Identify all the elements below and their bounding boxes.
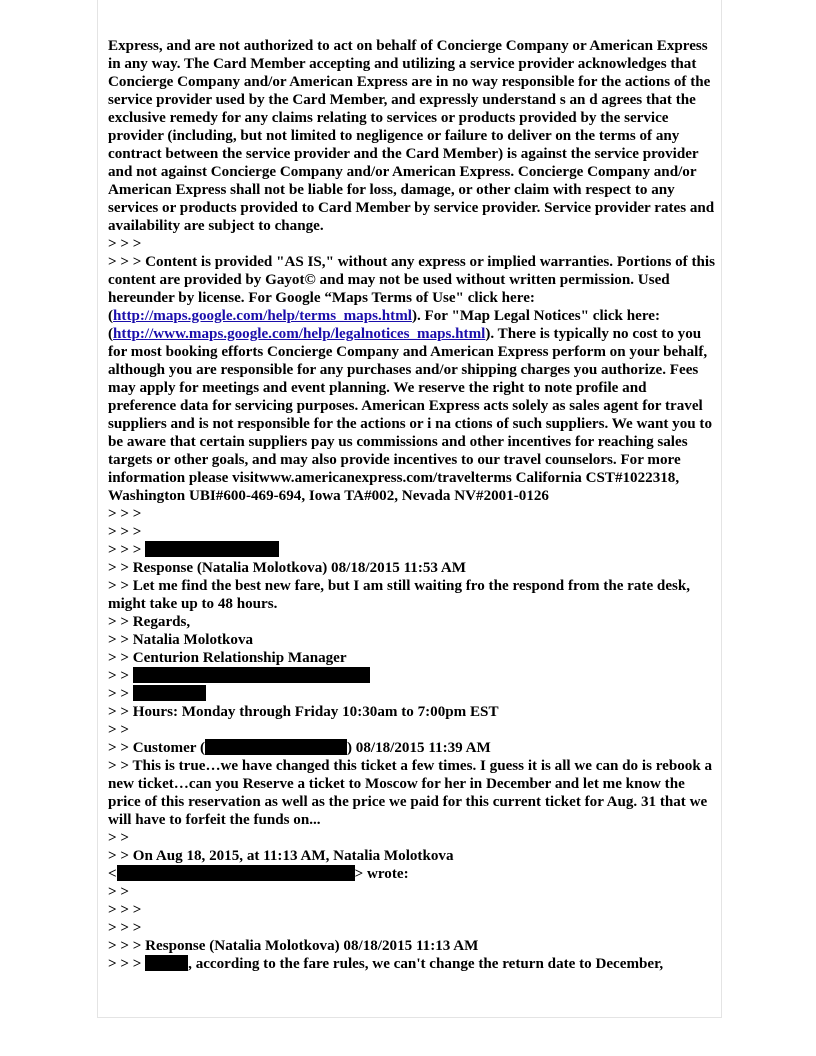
redacted-line — [108, 667, 718, 685]
quote-marker: > > > — [108, 506, 142, 522]
maps-legal-link[interactable]: http://www.maps.google.com/help/legalnotices_maps.html — [113, 326, 486, 342]
email-document — [108, 37, 718, 973]
quote-marker: > > > — [108, 920, 142, 936]
quote-marker: > > > — [108, 236, 142, 252]
redaction-bar — [205, 739, 347, 755]
maps-terms-link[interactable]: http://maps.google.com/help/terms_maps.html — [113, 308, 412, 324]
redaction-bar — [145, 955, 188, 971]
signature-title: > > Centurion Relationship Manager — [108, 650, 347, 666]
content-rest: ). There is typically no cost to you for most booking efforts Concierge Company and American Express perform on your behalf, although you are responsible for any purchases and/or shipping charges you authorize. Fees may apply for meetings and event planning. We reserve the right to note profile and preference data for servicing purposes. American Express acts solely as sales agent for travel suppliers and is not responsible for the actions or i na ctions of such suppliers. We want you to be aware that certain suppliers pay us commissions and other incentives for reaching sales targets or other goals, and may also provide incentives to our travel counselors. For more information please visitwww.americanexpress.com/travelterms California CST#1022318, Washington UBI#600-469-694, Iowa TA#002, Nevada NV#2001-0126 — [108, 326, 712, 504]
customer-body: > > This is true…we have changed this ticket a few times. I guess it is all we can do is rebook a new ticket…can you Reserve a ticket to Moscow for her in December and let me know the price of this reservation as well as the price we paid for this current ticket for Aug. 31 that we will have to forfeit the funds on... — [108, 758, 713, 828]
redaction-bar — [133, 667, 370, 683]
hours-line: > > Hours: Monday through Friday 10:30am to 7:00pm EST — [108, 704, 499, 720]
wrote-line — [108, 865, 718, 883]
response-header: > > > Response (Natalia Molotkova) 08/18/2015 11:13 AM — [108, 938, 479, 954]
signature-name: > > Natalia Molotkova — [108, 632, 254, 648]
customer-header — [108, 739, 718, 757]
redaction-bar — [145, 541, 279, 557]
quote-marker: > > — [108, 830, 129, 846]
quote-prefix: > > — [108, 686, 129, 702]
customer-prefix: > > Customer ( — [108, 740, 205, 756]
signoff: > > Regards, — [108, 614, 191, 630]
redaction-bar — [133, 685, 206, 701]
on-date-line: > > On Aug 18, 2015, at 11:13 AM, Natalia Molotkova — [108, 848, 454, 864]
customer-suffix: ) 08/18/2015 11:39 AM — [347, 740, 491, 756]
quote-marker: > > > — [108, 524, 142, 540]
redacted-line — [108, 685, 718, 703]
quote-prefix: > > > — [108, 956, 142, 972]
content-intro: > > > Content is provided "AS IS," without any express or implied warranties. Portions of this content are provided by Gayot© and may not be used without written permission. Used hereunder by license. For Google “Maps Terms of Use" click here: ( — [108, 254, 715, 324]
redaction-bar — [117, 865, 355, 881]
wrote-text: > wrote: — [354, 866, 409, 882]
quote-prefix: > > — [108, 668, 129, 684]
quote-prefix: > > > — [108, 542, 142, 558]
last-line-suffix: , according to the fare rules, we can't change the return date to December, — [188, 956, 664, 972]
lt-char: < — [108, 866, 117, 882]
quote-marker: > > — [108, 884, 129, 900]
response-body: > > Let me find the best new fare, but I am still waiting fro the respond from the rate desk, might take up to 48 hours. — [108, 578, 691, 612]
redacted-line — [108, 541, 718, 559]
disclaimer-paragraph: Express, and are not authorized to act on behalf of Concierge Company or American Express in any way. The Card Member accepting and utilizing a service provider acknowledges that Concierge Company and/or American Express are in no way responsible for the actions of the service provider used by the Card Member, and expressly understand s an d agrees that the exclusive remedy for any claims relating to services or products provided by the service provider (including, but not limited to negligence or failure to deliver on the terms of any contract between the service provider and the Card Member) is against the service provider and not against Concierge Company and/or American Express. Concierge Company and/or American Express shall not be liable for loss, damage, or other claim with respect to any services or products provided to Card Member by service provider. Service provider rates and availability are subject to change. — [108, 38, 715, 234]
content-notice-paragraph — [108, 253, 718, 505]
content-mid: ). For "Map Legal Notices" click here: ( — [108, 308, 660, 342]
quote-marker: > > — [108, 722, 129, 738]
redacted-line — [108, 955, 718, 973]
quote-marker: > > > — [108, 902, 142, 918]
response-header: > > Response (Natalia Molotkova) 08/18/2015 11:53 AM — [108, 560, 467, 576]
